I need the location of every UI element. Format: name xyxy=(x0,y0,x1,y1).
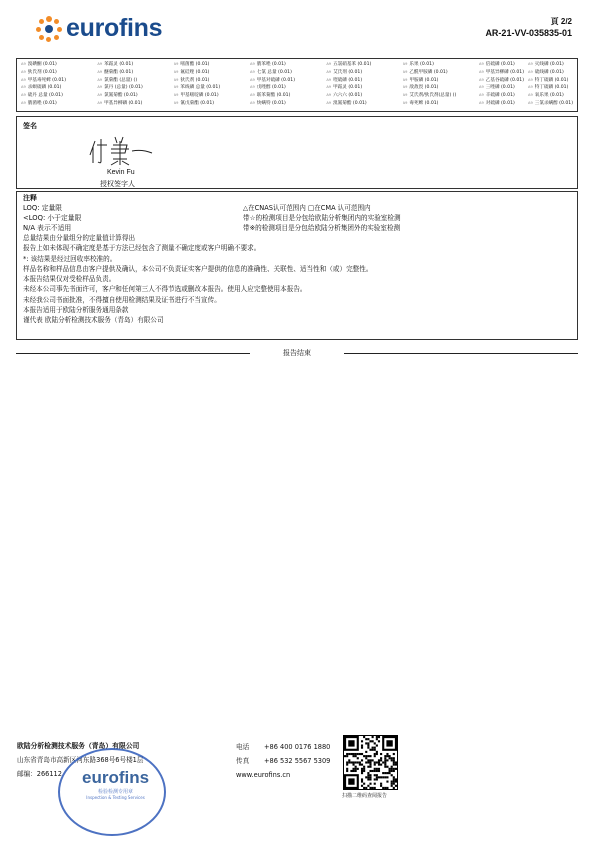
note-row xyxy=(23,223,571,233)
legend-label: 七氯 总量 (0.01) xyxy=(256,69,292,75)
note-subcontract-internal: 带☆的检测项目是分包给欧陆分析集团内的实验室检测 xyxy=(243,214,401,222)
legend-item xyxy=(250,61,322,69)
legend-label: 甲基对硫磷 (0.01) xyxy=(256,77,295,83)
handwritten-signature xyxy=(87,131,157,167)
legend-code: A9 xyxy=(250,62,255,66)
legend-code: A9 xyxy=(528,69,533,74)
legend-label: 溴氰菊酯 (0.01) xyxy=(333,100,367,106)
legend-label: 溴碘酮 (0.01) xyxy=(27,62,57,67)
legend-label: 六六六 (0.01) xyxy=(333,93,363,99)
legend-code: A9 xyxy=(326,62,332,66)
legend-item xyxy=(528,77,573,85)
logo-wordmark: eurofins xyxy=(66,14,163,42)
legend-item xyxy=(528,92,573,100)
legend-item xyxy=(174,92,246,100)
legend-label: 醚菊酯 (0.01) xyxy=(104,69,134,75)
legend-code: A9 xyxy=(173,93,179,98)
legend-code: A9 xyxy=(97,62,103,66)
legend-label: 三氯杀螨醇 (0.01) xyxy=(534,100,573,106)
legend-code: A9 xyxy=(479,93,484,98)
legend-label: 腈菌唑 (0.01) xyxy=(27,100,57,106)
note-line: 总量结果由分量组分的定量值计算得出 xyxy=(23,234,136,242)
legend-label: 敌敌畏 (0.01) xyxy=(409,85,439,91)
legend-code: A9 xyxy=(402,85,408,90)
legend-label: 三唑磷 (0.01) xyxy=(485,85,515,91)
legend-label: 狄氏剂 (0.01) xyxy=(180,77,210,83)
legend-label: 灭线磷 (0.01) xyxy=(534,62,564,67)
legend-label: 狄氏剂 (0.01) xyxy=(27,69,57,75)
legend-code: A9 xyxy=(21,93,26,98)
website-link[interactable]: www.eurofins.cn xyxy=(236,771,291,779)
legend-code: A9 xyxy=(97,93,103,98)
legend-label: 艾氏剂/狄氏剂(总量) () xyxy=(409,93,457,99)
legend-code: A9 xyxy=(402,93,408,98)
legend-item xyxy=(326,100,398,108)
legend-grid xyxy=(21,61,573,108)
legend-label: 甲霜灵 (0.01) xyxy=(333,85,363,91)
legend-item xyxy=(21,69,93,77)
legend-code: A9 xyxy=(173,69,179,74)
legend-item xyxy=(528,69,573,77)
legend-code: A9 xyxy=(528,62,533,66)
legend-label: 甲胺磷 (0.01) xyxy=(409,77,439,83)
legend-label: 苯霜灵 (0.01) xyxy=(104,62,134,67)
legend-item xyxy=(97,100,169,108)
footer-postcode: 邮编：266112 xyxy=(17,770,62,778)
legend-label: 对硫磷 (0.01) xyxy=(485,100,515,106)
legend-item xyxy=(250,92,322,100)
legend-item xyxy=(21,92,93,100)
legend-label: 乐果 (0.01) xyxy=(409,62,434,67)
legend-label: 氯氰菊酯 (0.01) xyxy=(104,93,138,99)
eurofins-logo xyxy=(36,14,162,43)
legend-label: 氯丹 (总量) (0.01) xyxy=(104,85,143,91)
legend-code: A9 xyxy=(479,100,484,105)
legend-code: A9 xyxy=(479,77,484,82)
footer-address: 山东省青岛市高新区河东路368号6号楼1层 xyxy=(17,756,144,764)
legend-code: A9 xyxy=(97,77,103,82)
legend-label: 五氯硝基苯 (0.01) xyxy=(333,62,372,67)
legend-label: 乙酰甲胺磷 (0.01) xyxy=(409,69,448,75)
seal-line-1: 检验检测专用章 xyxy=(98,789,134,795)
fax-number: +86 532 5567 5309 xyxy=(264,757,331,765)
report-number: AR-21-VV-035835-01 xyxy=(485,28,572,38)
signatory-role: 授权签字人 xyxy=(100,180,135,188)
legend-item xyxy=(250,69,322,77)
phone-label: 电话 xyxy=(236,743,250,751)
legend-item xyxy=(479,84,524,92)
legend-code: A9 xyxy=(326,100,332,105)
legend-item xyxy=(479,92,524,100)
note-row xyxy=(23,203,571,213)
legend-code: A9 xyxy=(21,77,26,82)
divider xyxy=(344,353,578,354)
legend-item xyxy=(97,92,169,100)
legend-item xyxy=(528,61,573,69)
qr-caption: 扫描二维码查阅报告 xyxy=(342,793,388,799)
seal-content xyxy=(82,768,149,800)
legend-item xyxy=(528,100,573,108)
legend-code: A9 xyxy=(479,69,484,74)
legend-code: A9 xyxy=(528,93,533,98)
legend-label: 氰戊菊酯 (0.01) xyxy=(180,100,215,106)
legend-code: A9 xyxy=(402,69,408,74)
footer-company: 欧陆分析检测技术服务（青岛）有限公司 xyxy=(17,742,140,750)
logo-dots-icon xyxy=(36,16,62,42)
legend-item xyxy=(479,100,524,108)
legend-code: A9 xyxy=(250,93,255,98)
legend-item xyxy=(528,84,573,92)
legend-item xyxy=(403,100,475,108)
legend-code: A9 xyxy=(402,77,408,82)
legend-label: 甲基嘧啶磷 (0.01) xyxy=(180,93,219,99)
legend-code: A9 xyxy=(326,77,332,82)
note-below-loq: <LOQ: 小于定量限 xyxy=(23,214,82,222)
phone-number: +86 400 0176 1880 xyxy=(264,743,331,751)
qr-code-icon[interactable] xyxy=(343,735,398,790)
footer-contact xyxy=(236,740,330,782)
legend-item xyxy=(326,77,398,85)
legend-item xyxy=(326,84,398,92)
legend-label: 喹硫磷 (0.01) xyxy=(333,77,363,83)
legend-label: 氟硅唑 (0.01) xyxy=(180,69,210,75)
legend-label: 硫线磷 (0.01) xyxy=(534,69,564,75)
note-na: N/A 表示不适用 xyxy=(23,224,72,232)
legend-item xyxy=(21,61,93,69)
legend-label: 戊唑醇 (0.01) xyxy=(256,85,286,91)
legend-code: A9 xyxy=(21,62,26,66)
legend-item xyxy=(21,100,93,108)
note-line: 谨代表 欧陆分析检测技术服务（青岛）有限公司 xyxy=(23,316,164,325)
legend-item xyxy=(174,77,246,85)
legend-code: A9 xyxy=(21,100,26,105)
legend-item xyxy=(403,77,475,85)
legend-code: A9 xyxy=(479,85,484,90)
legend-code: A9 xyxy=(528,85,533,90)
page-header xyxy=(485,16,572,38)
note-line: 报告上如未体现不确定度是基于方法已经包含了测量不确定度或客户明确不要求。 xyxy=(23,244,261,253)
legend-item xyxy=(97,77,169,85)
legend-code: A9 xyxy=(402,62,408,66)
legend-code: A9 xyxy=(97,85,103,90)
note-line: 本报告适用于欧陆分析服务通用条款 xyxy=(23,306,129,315)
note-loq: LOQ: 定量限 xyxy=(23,204,63,212)
legend-label: 特丁硫磷 (0.01) xyxy=(534,85,569,91)
legend-item xyxy=(97,69,169,77)
legend-code: A9 xyxy=(326,85,332,90)
legend-item xyxy=(326,61,398,69)
notes-title: 注释 xyxy=(23,194,37,202)
note-line: 样品名称和样品信息由客户提供及确认，本公司不负责证实客户提供的信息的准确性、关联性、适当性和（或）完整性。 xyxy=(23,264,373,273)
legend-label: 毒死蜱 (0.01) xyxy=(409,100,439,106)
legend-code: A9 xyxy=(173,100,179,105)
legend-code: A9 xyxy=(173,85,179,90)
note-line: 未经本公司事先书面许可，客户和任何第三人不得节选或删改本报告。使用人应完整使用本报告。 xyxy=(23,285,307,294)
legend-code: A9 xyxy=(97,69,103,74)
note-accreditation: △在CNAS认可范围内 □在CMA 认可范围内 xyxy=(243,204,371,212)
legend-item xyxy=(326,92,398,100)
legend-item xyxy=(479,61,524,69)
legend-label: 嘧菌酯 (0.01) xyxy=(180,62,210,67)
legend-label: 特丁硫磷 (0.01) xyxy=(534,77,569,83)
page-number: 頁 2/2 xyxy=(550,17,572,26)
legend-label: 苯线磷 总量 (0.01) xyxy=(180,85,221,91)
legend-label: 倍硫磷 (0.01) xyxy=(485,62,515,67)
legend-label: 联苯菊酯 (0.01) xyxy=(256,93,291,99)
fax-label: 传真 xyxy=(236,757,250,765)
legend-code: A9 xyxy=(402,100,408,105)
legend-item xyxy=(97,61,169,69)
legend-item xyxy=(479,77,524,85)
legend-code: A9 xyxy=(250,69,255,74)
legend-label: 杀螟硫磷 (0.01) xyxy=(27,85,62,91)
legend-label: 氧乐果 (0.01) xyxy=(534,93,564,99)
legend-item xyxy=(21,77,93,85)
company-seal xyxy=(58,748,166,836)
legend-code: A9 xyxy=(250,77,255,82)
legend-code: A9 xyxy=(173,77,179,82)
legend-label: 辛硫磷 (0.01) xyxy=(485,93,515,99)
note-line: 未经我公司书面批准，不得擅自使用检测结果及证书进行不当宣传。 xyxy=(23,295,221,304)
legend-item xyxy=(174,84,246,92)
legend-label: 甲基异柳磷 (0.01) xyxy=(104,100,143,106)
legend-code: A9 xyxy=(326,69,332,74)
legend-code: A9 xyxy=(326,93,332,98)
note-line: 本报告结果仅对受检样品负责。 xyxy=(23,275,116,284)
legend-code: A9 xyxy=(250,85,255,90)
legend-code: A9 xyxy=(97,100,103,105)
legend-label: 炔螨特 (0.01) xyxy=(256,100,286,106)
legend-item xyxy=(403,61,475,69)
legend-item xyxy=(479,69,524,77)
legend-label: 氯菊酯 (总量) () xyxy=(104,77,138,83)
legend-code: A9 xyxy=(479,62,484,66)
legend-label: 甲基毒死蜱 (0.01) xyxy=(27,77,66,83)
legend-code: A9 xyxy=(250,100,255,105)
legend-label: 乙基谷硫磷 (0.01) xyxy=(485,77,524,83)
legend-label: 艾氏剂 (0.01) xyxy=(333,69,363,75)
legend-label: 腈苯唑 (0.01) xyxy=(256,62,286,67)
legend-item xyxy=(174,100,246,108)
report-end-marker xyxy=(16,347,578,359)
signatory-name: Kevin Fu xyxy=(107,169,135,176)
legend-code: A9 xyxy=(173,62,179,66)
legend-code: A9 xyxy=(21,69,26,74)
note-line: *: 该结果是经过回收率校准的。 xyxy=(23,254,117,263)
legend-code: A9 xyxy=(528,100,533,105)
legend-item xyxy=(403,69,475,77)
legend-item xyxy=(403,92,475,100)
signature-title: 签名 xyxy=(23,122,37,130)
legend-label: 硫丹 总量 (0.01) xyxy=(27,93,63,99)
signature-section xyxy=(16,116,578,189)
legend-item xyxy=(174,69,246,77)
legend-item xyxy=(326,69,398,77)
legend-item xyxy=(250,77,322,85)
legend-item xyxy=(403,84,475,92)
report-end-text: 报告结束 xyxy=(283,349,311,357)
note-row xyxy=(23,213,571,223)
legend-item xyxy=(174,61,246,69)
notes-section xyxy=(16,191,578,340)
seal-line-2: Inspection & Testing Services xyxy=(86,795,145,800)
legend-label: 甲基异柳磷 (0.01) xyxy=(485,69,524,75)
note-subcontract-external: 带※的检测项目是分包给欧陆分析集团外的实验室检测 xyxy=(243,224,401,232)
seal-logo: eurofins xyxy=(82,768,150,787)
legend-item xyxy=(21,84,93,92)
legend-code: A9 xyxy=(528,77,533,82)
legend-code: A9 xyxy=(21,85,26,90)
legend-item xyxy=(250,100,322,108)
analyte-legend xyxy=(16,58,578,112)
legend-item xyxy=(97,84,169,92)
legend-item xyxy=(250,84,322,92)
